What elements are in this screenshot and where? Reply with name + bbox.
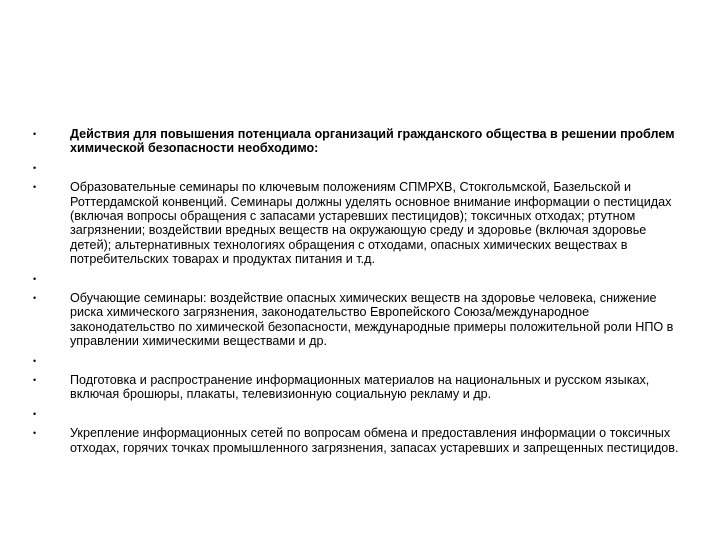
list-item-empty [33,407,680,421]
list-item-training-seminars [33,291,680,349]
list-item-information-materials [33,373,680,402]
list-item-information-networks [33,426,680,455]
bullet-icon: • [33,129,37,139]
list-item-empty [33,354,680,368]
heading-text: Действия для повышения потенциала организаций гражданского общества в решении проблем химической безопасности необходимо: [70,127,675,156]
list-item-text: Обучающие семинары: воздействие опасных химических веществ на здоровье человека, снижение риска химического загрязнения, законодательство Европейского Союза/международное законодательство по химической безопасности, международные примеры положительной роли НПО в управлении химическими веществами и др. [70,291,674,349]
list-item-educational-seminars [33,180,680,267]
bullet-icon: • [33,162,37,173]
bullet-icon: • [33,182,37,193]
bullet-list [33,127,680,460]
bullet-icon: • [33,293,37,304]
bullet-icon: • [33,408,37,419]
list-item-empty [33,272,680,286]
list-item-text: Укрепление информационных сетей по вопросам обмена и предоставления информации о токсичных отходах, горячих точках промышленного загрязнения, запасах устаревших и запрещенных пестицидов. [70,426,679,455]
list-item-empty [33,161,680,175]
list-item-text: Образовательные семинары по ключевым положениям СПМРХВ, Стокгольмской, Базельской и Роттердамской конвенций. Семинары должны уделять основное внимание информации о пестицидах (включая вопросы обращения с запасами устаревших пестицидов); токсичных отходах; ртутном загрязнении; воздействии вредных веществ на окружающую среду и здоровье (включая здоровье детей); альтернативных технологиях обращения с отходами, опасных химических веществах в потребительских товарах и продуктах питания и т.д. [70,180,672,267]
bullet-icon: • [33,428,37,439]
list-item-heading [33,127,680,156]
list-item-text: Подготовка и распространение информационных материалов на национальных и русском языках, включая брошюры, плакаты, телевизионную социальную рекламу и др. [70,373,650,402]
bullet-icon: • [33,355,37,366]
bullet-icon: • [33,375,37,386]
bullet-icon: • [33,273,37,284]
